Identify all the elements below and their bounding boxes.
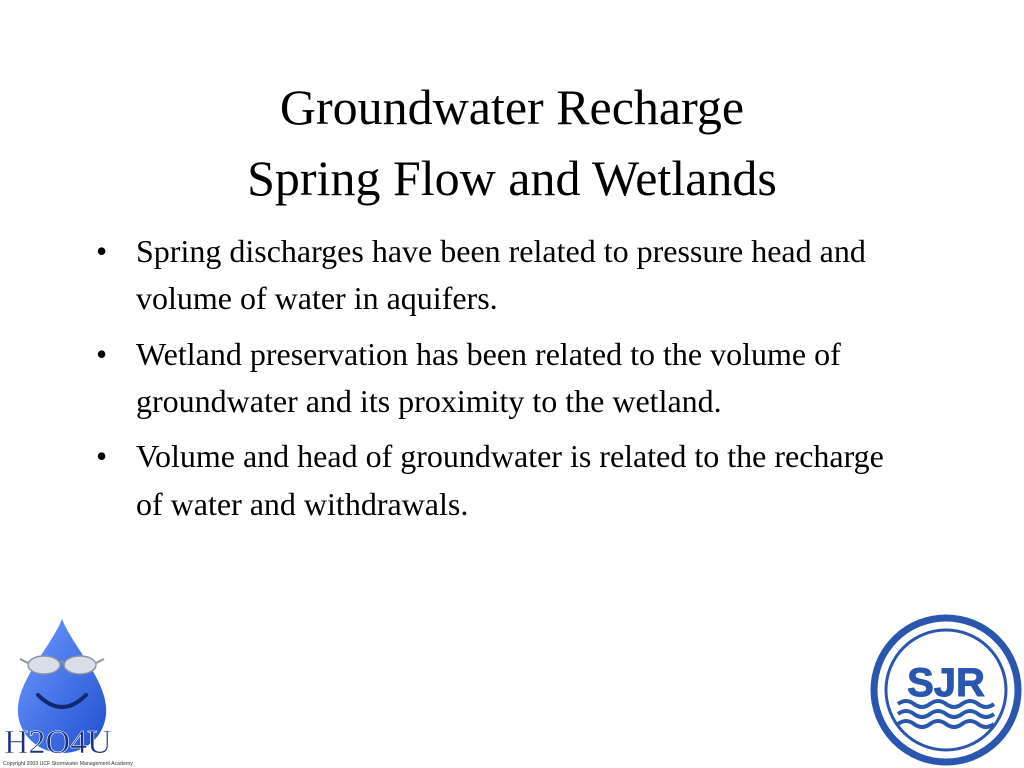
bullet-item [96,228,896,323]
bullet-item [96,331,896,426]
bullet-list [96,228,896,536]
slide-title [0,72,1024,214]
sjr-logo [868,612,1024,768]
logo-copyright: Copyright 2003 UCF Stormwater Management Academy [3,761,133,767]
h2o4u-logo-text: H2O4U [4,724,112,761]
bullet-text: Wetland preservation has been related to the volume of groundwater and its proximity to the wetland. [136,335,841,420]
bullet-item [96,433,896,528]
bullet-marker: • [96,335,108,372]
title-line-2: Spring Flow and Wetlands [247,150,777,206]
sjr-logo-text: SJR [907,661,985,705]
title-line-1: Groundwater Recharge [279,79,745,135]
bullet-marker: • [96,233,108,269]
bullet-marker: • [96,438,108,475]
h2o4u-logo [0,615,135,768]
bullet-text: Spring discharges have been related to pressure head and volume of water in aquifers. [136,233,866,317]
bullet-text: Volume and head of groundwater is related to the recharge of water and withdrawals. [136,438,884,522]
waves-icon [898,701,994,727]
